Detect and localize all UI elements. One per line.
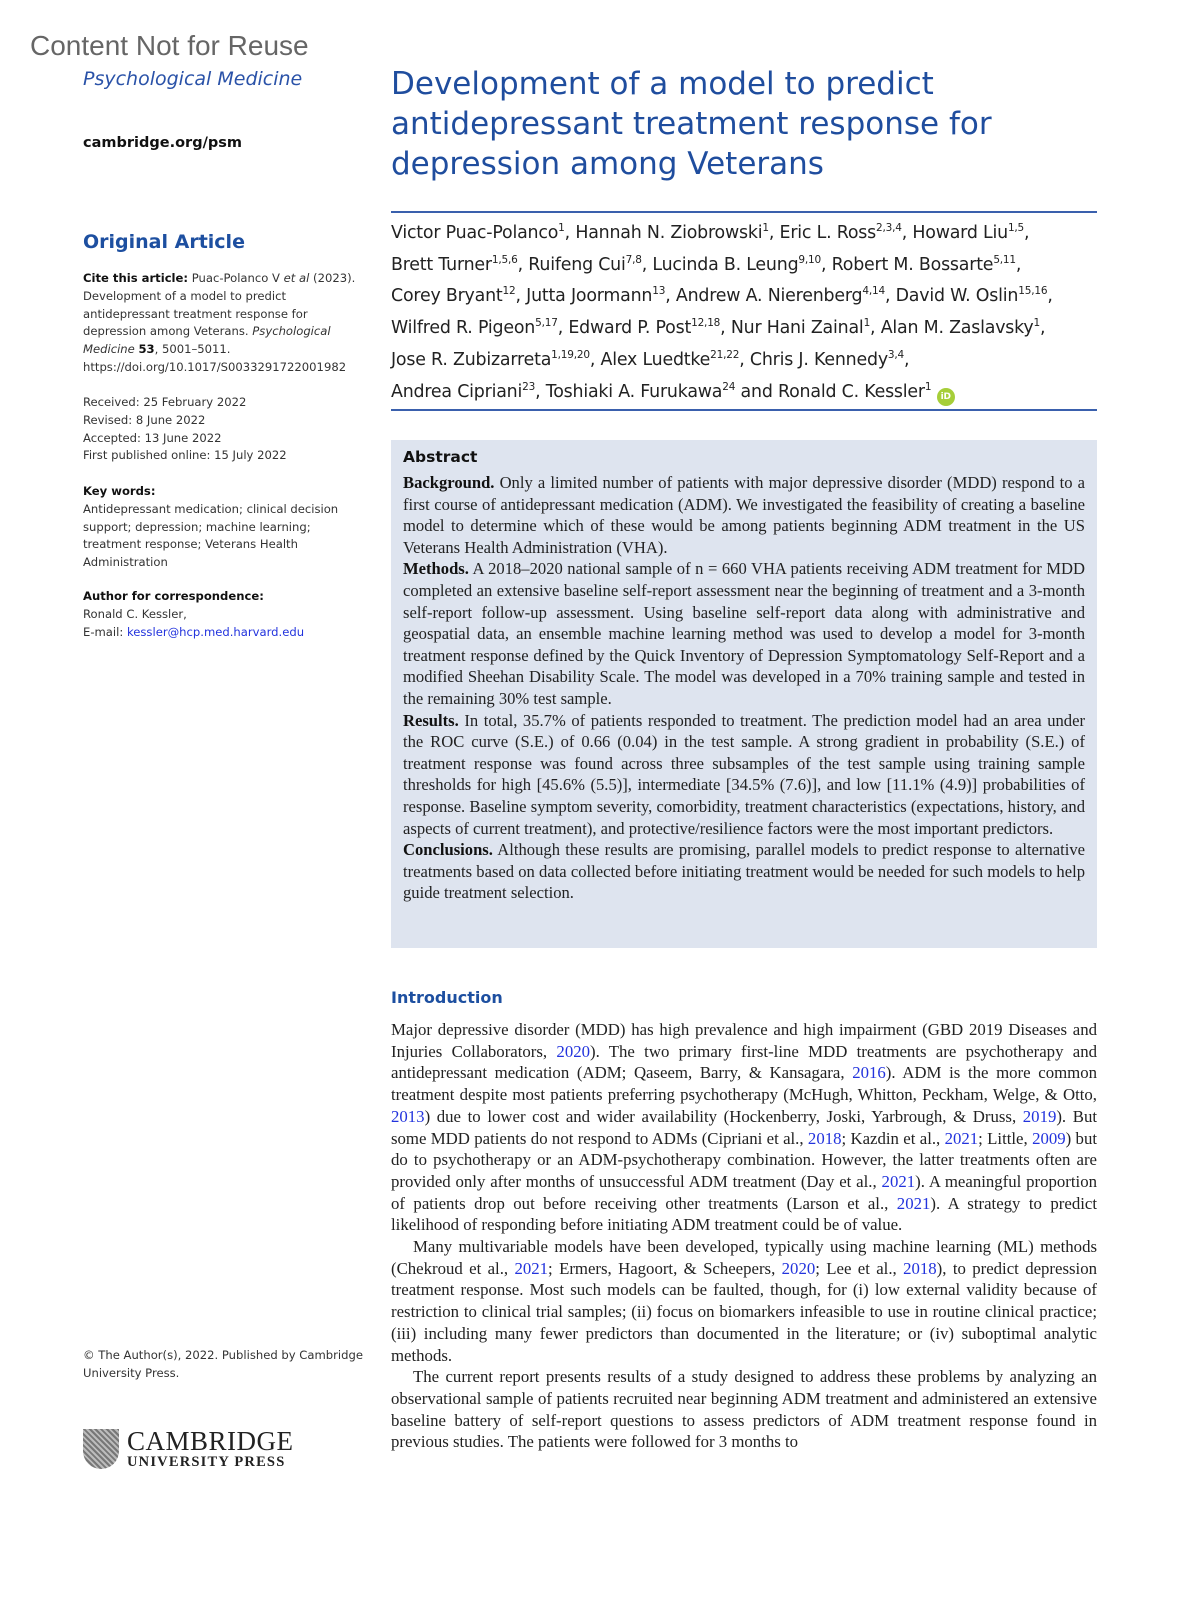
affiliation-number: 12 [502,285,516,298]
author-name[interactable]: Edward P. Post [568,318,692,339]
affiliation-number: 1,5,6 [491,253,518,266]
divider [391,211,1097,213]
author-name[interactable]: Howard Liu [912,223,1008,243]
text-run: ). A meaningful proportion of patients drop out before receiving other treatments (Larson et al., [391,1171,1097,1213]
author-name[interactable]: Corey Bryant [391,286,503,307]
author-name[interactable]: Jutta Joormann [526,286,653,307]
author-name[interactable]: Alex Luedtke [600,349,711,370]
journal-site: cambridge.org/psm [83,135,242,151]
affiliation-number: 7,8 [625,253,642,266]
affiliation-number: 1,5 [1007,222,1025,235]
text-run: ; Kazdin et al., [841,1128,945,1148]
citation-link[interactable]: 2021 [514,1258,549,1278]
author-name[interactable]: Brett Turner [391,254,492,275]
citation: Cite this article: Puac-Polanco V et al (2023). Development of a model to predict antidepressant treatment response for depression among Veterans. Psychological Medicine 53, 5001–5011. https://doi.org/10.1017/S0033291722001982 [83,271,356,374]
abstract-section: Results. In total, 35.7% of patients responded to treatment. The prediction model had an area under the ROC curve (S.E.) of 0.66 (0.04) in the test sample. A strong gradient in probability (S.E.) of treatment response was found across three subsamples of the test sample using training sample thresholds for high [45.6% (5.5)], intermediate [34.5% (7.6)], and low [11.1% (4.9)] probabilities of response. Baseline symptom severity, comorbidity, treatment characteristics (expectations, history, and aspects of current treatment), and protective/resilience factors were the most important predictors. [403,710,1085,838]
citation-link[interactable]: 2020 [781,1258,816,1278]
citation-link[interactable]: 2019 [1022,1106,1057,1126]
author-name[interactable]: Jose R. Zubizarreta [391,349,552,370]
author-line: Jose R. Zubizarreta$^{1,19,20}$, Alex Luedtke$^{21,22}$, Chris J. Kennedy$^{3,4}$, [391,349,910,370]
text-run: ). But some MDD patients do not respond to ADMs (Cipriani et al., [391,1106,1098,1148]
author-name[interactable]: Lucinda B. Leung [652,254,799,275]
citation-link[interactable]: 2009 [1032,1128,1066,1148]
journal-name: Psychological Medicine [83,68,303,90]
affiliation-number: 1 [558,222,565,235]
author-line: Brett Turner$^{1,5,6}$, Ruifeng Cui$^{7,8}$, Lucinda B. Leung$^{9,10}$, Robert M. Bossarte$^{5,11}$, [391,253,1022,275]
author-name[interactable]: Eric L. Ross [779,223,876,243]
author-line: Andrea Cipriani$^{23}$, Toshiaki A. Furukawa$^{24}$ and Ronald C. Kessler$^1$ iD [391,377,1111,409]
correspondence: Author for correspondence: Ronald C. Kessler, E-mail: kessler@hcp.med.harvard.edu [83,589,305,639]
affiliation-number: 1 [762,222,769,235]
text-run: ). A strategy to predict likelihood of responding before initiating ADM treatment could be of value. [391,1193,1097,1235]
article-type: Original Article [83,231,245,253]
affiliation-number: 12,18 [691,317,721,330]
paragraph [391,1366,1097,1453]
text-run: ; Little, [978,1128,1033,1148]
citation-link[interactable]: 2021 [944,1128,979,1148]
article-title: Development of a model to predict antidepressant treatment response for depression among Veterans [391,66,992,182]
email-link[interactable]: kessler@hcp.med.harvard.edu [126,624,305,639]
author-line: Victor Puac-Polanco$^1$, Hannah N. Ziobrowski$^1$, Eric L. Ross$^{2,3,4}$, Howard Liu$^{1,5}$, [391,222,1030,243]
text-run: ; Lee et al., [815,1258,904,1278]
citation-link[interactable]: 2021 [881,1171,916,1191]
shield-icon [83,1429,119,1469]
affiliation-number: 5,11 [993,253,1016,266]
citation-link[interactable]: 2016 [852,1063,886,1083]
text-run: ), to predict depression treatment response. Most such models can be faulted, though, for (i) low external validity because of restriction to clinical trial samples; (ii) focus on biomarkers infeasible to use in routine clinical practice; (iii) including many fewer predictors than documented in the literature; or (iv) suboptimal analytic methods. [391,1258,1097,1365]
author-name[interactable]: Wilfred R. Pigeon [391,318,536,339]
citation-link[interactable]: 2021 [896,1193,931,1213]
divider [391,409,1097,411]
affiliation-number: 23 [522,380,536,393]
text-run: ) due to lower cost and wider availability (Hockenberry, Joski, Yarbrough, & Druss, [424,1106,1023,1126]
author-name[interactable]: David W. Oslin [895,286,1019,307]
author-name[interactable]: Robert M. Bossarte [831,254,994,275]
cambridge-logo: CAMBRIDGE UNIVERSITY PRESS [83,1428,294,1470]
affiliation-number: 1 [863,317,871,330]
affiliation-number: 24 [722,380,736,393]
text-run: ) but do to psychotherapy or an ADM-psychotherapy combination. However, the latter treatments often are provided only after months of unsuccessful ADM treatment (Day et al., [391,1128,1097,1191]
text-run: ; Ermers, Hagoort, & Scheepers, [548,1258,782,1278]
text-run: ). The two primary first-line MDD treatments are psychotherapy and antidepressant medication (ADM; Qaseem, Barry, & Kansagara, [391,1041,1097,1083]
author-name[interactable]: Alan M. Zaslavsky [880,318,1034,339]
affiliation-number: 3,4 [887,349,905,362]
author-name[interactable]: Chris J. Kennedy [749,349,888,370]
paragraph [391,1019,1097,1236]
author-name[interactable]: Ronald C. Kessler [778,381,925,402]
author-name[interactable]: Nur Hani Zainal [730,318,864,339]
affiliation-number: 15,16 [1018,285,1048,298]
abstract-box [391,440,1097,948]
author-name[interactable]: Andrea Cipriani [391,381,523,402]
text-run: Major depressive disorder (MDD) has high prevalence and high impairment (GBD 2019 Diseases and Injuries Collaborators, [391,1020,1097,1061]
article-dates: Received: 25 February 2022 Revised: 8 June 2022 Accepted: 13 June 2022 First published online: 15 July 2022 [83,395,287,463]
paragraph [391,1236,1097,1366]
text-run: Many multivariable models have been developed, typically using machine learning (ML) methods (Chekroud et al., [391,1237,1097,1278]
abstract-section: Conclusions. Although these results are promising, parallel models to predict response to alternative treatments based on data collected before initiating treatment would be needed for such models to help guide treatment selection. [403,840,1085,903]
keywords: Key words: Antidepressant medication; clinical decision support; depression; machine learning; treatment response; Veterans Health Administration [83,484,339,570]
author-list [391,218,1111,408]
copyright: © The Author(s), 2022. Published by Cambridge University Press. [83,1348,363,1380]
affiliation-number: 1 [924,380,932,393]
text-run: ). ADM is the more common treatment despite most patients preferring psychotherapy (McHugh, Whitton, Peckham, Welge, & Otto, [391,1063,1097,1105]
citation-link[interactable]: 2018 [903,1258,937,1278]
affiliation-number: 1 [1033,317,1040,330]
affiliation-number: 9,10 [798,253,821,266]
introduction-body [391,1019,1097,1453]
citation-link[interactable]: 2020 [556,1041,590,1061]
author-name[interactable]: Victor Puac-Polanco [391,223,559,243]
citation-link[interactable]: 2018 [807,1128,842,1148]
affiliation-number: 1,19,20 [551,349,590,362]
text-run: The current report presents results of a study designed to address these problems by analyzing an observational sample of patients recruited near beginning ADM treatment and administered an extensive baseline battery of self-report questions to assess predictors of ADM treatment response found in previous studies. The patients were followed for 3 months to [391,1367,1097,1452]
author-line: Wilfred R. Pigeon$^{5,17}$, Edward P. Post$^{12,18}$, Nur Hani Zainal$^1$, Alan M. Zaslavsky$^1$, [391,317,1046,339]
abstract-section: Methods. A 2018–2020 national sample of n = 660 VHA patients receiving ADM treatment for MDD completed an extensive baseline self-report assessment near the beginning of treatment and a 3-month self-report follow-up assessment. Using baseline self-report data along with administrative and geospatial data, an ensemble machine learning method was used to develop a model for 3-month treatment response defined by the Quick Inventory of Depression Symptomatology Self-Report and a modified Sheehan Disability Scale. The model was developed in a 70% training sample and tested in the remaining 30% test sample. [403,559,1085,708]
author-name[interactable]: Hannah N. Ziobrowski [575,223,763,243]
abstract-heading: Abstract [403,448,478,466]
citation-link[interactable]: 2013 [391,1106,425,1126]
orcid-icon[interactable]: iD [937,388,955,406]
affiliation-number: 21,22 [710,349,740,362]
author-name[interactable]: Ruifeng Cui [528,254,626,275]
author-name[interactable]: Toshiaki A. Furukawa [545,381,723,402]
abstract-section: Background. Only a limited number of patients with major depressive disorder (MDD) respond to a first course of antidepressant medication (ADM). We investigated the feasibility of creating a baseline model to determine which of these would be among patients beginning ADM treatment in the US Veterans Health Administration (VHA). [403,473,1085,557]
affiliation-number: 4,14 [862,285,885,298]
affiliation-number: 5,17 [535,317,558,330]
author-line: Corey Bryant$^{12}$, Jutta Joormann$^{13}$, Andrew A. Nierenberg$^{4,14}$, David W. Oslin$^{15,16}$, [391,285,1053,307]
affiliation-number: 13 [652,285,666,298]
section-heading-introduction: Introduction [391,988,503,1007]
watermark-text: Content Not for Reuse [30,30,309,61]
author-name[interactable]: Andrew A. Nierenberg [675,286,863,307]
affiliation-number: 2,3,4 [876,222,902,235]
